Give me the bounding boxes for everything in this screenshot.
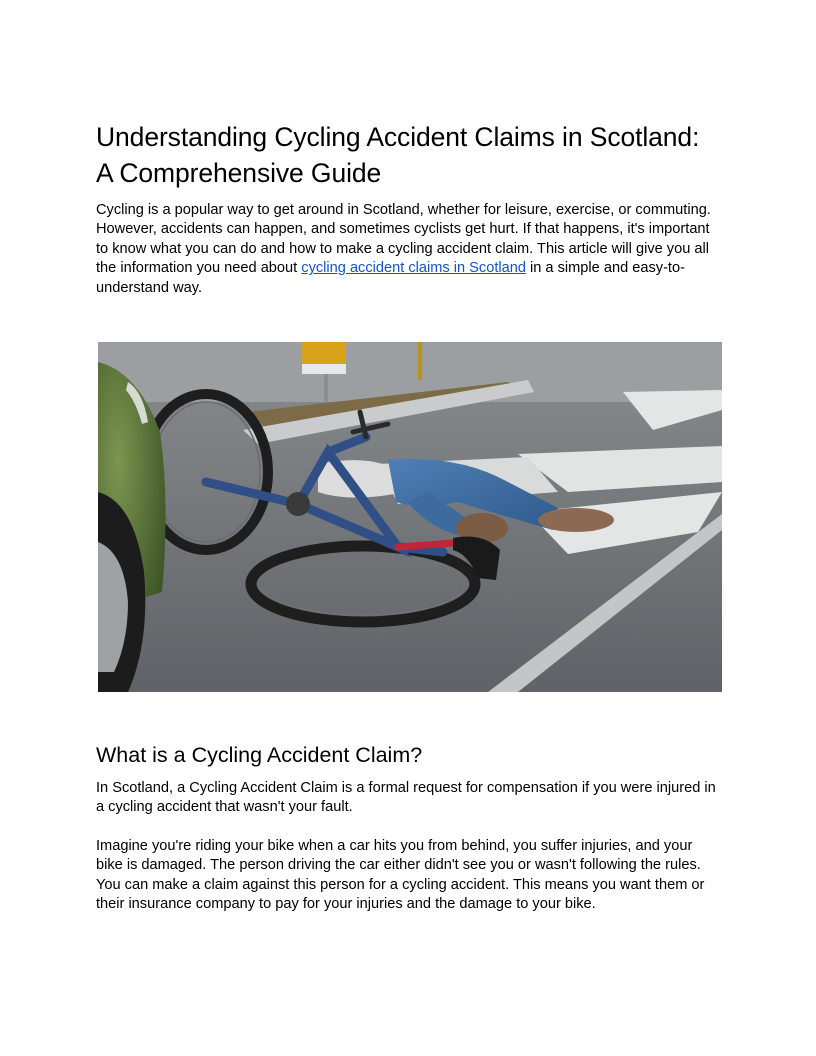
cycling-accident-photo	[98, 342, 722, 692]
section-paragraph-2: Imagine you're riding your bike when a car hits you from behind, you suffer injuries, and your bike is damaged. The person driving the car either didn't see you or wasn't following the rules. You can make a claim against this person for a cycling accident. This means you want them or their insurance company to pay for your injuries and the damage to your bike.	[96, 837, 705, 913]
intro-text-before: Cycling is a popular way to get around in Scotland, whether for leisure, exercise, or commuting. However, accidents can happen, and sometimes cyclists get hurt. If that happens, it's important to know what you can do and how to make a cycling accident claim. This article will give you all the information you need about	[96, 202, 711, 277]
claims-scotland-link[interactable]: cycling accident claims in Scotland	[301, 260, 526, 277]
yellow-pole	[418, 342, 422, 380]
bike-chainring	[286, 492, 310, 516]
page-title	[96, 119, 722, 191]
section-heading: What is a Cycling Accident Claim?	[96, 743, 423, 768]
title-line-2: A Comprehensive Guide	[96, 158, 382, 188]
document-content	[96, 119, 722, 914]
intro-paragraph	[96, 201, 722, 298]
title-line-1: Understanding Cycling Accident Claims in Scotland:	[96, 122, 700, 152]
intro-text-after: in a simple and easy-to-understand way.	[96, 260, 685, 296]
shoe	[538, 508, 614, 532]
section-paragraph-1: In Scotland, a Cycling Accident Claim is a formal request for compensation if you were injured in a cycling accident that wasn't your fault.	[96, 780, 716, 816]
road-sign-band	[302, 364, 346, 374]
